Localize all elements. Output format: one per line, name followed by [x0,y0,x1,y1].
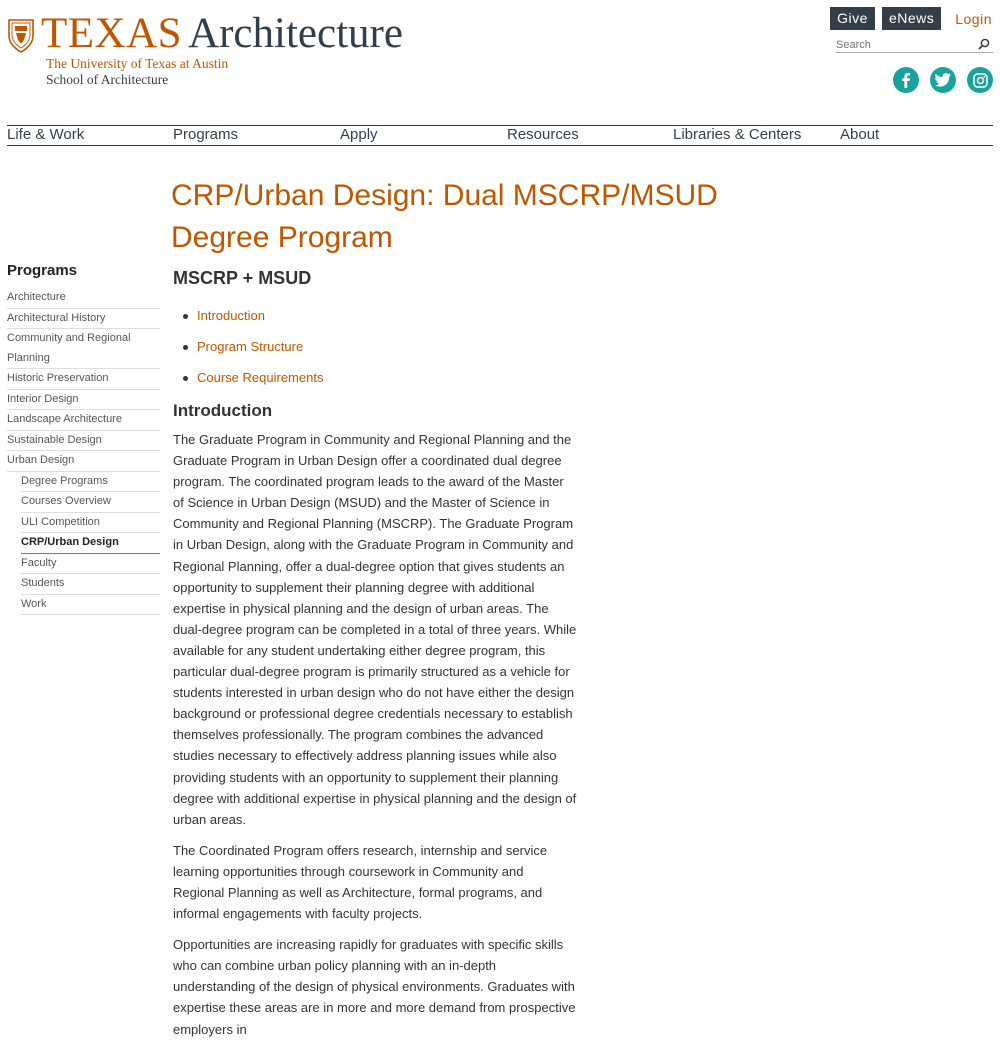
main-nav [7,125,993,146]
sidebar-item-architectural-history[interactable]: Architectural History [7,309,160,330]
nav-resources[interactable]: Resources [507,126,579,143]
toc-program-structure[interactable]: Program Structure [183,338,578,356]
degree-subheading: MSCRP + MSUD [173,268,312,288]
search-input[interactable] [836,39,971,51]
paragraph: The Graduate Program in Community and Regional Planning and the Graduate Program in Urban Design offer a coordinated dual degree program. The coordinated program leads to the award of the Master of Science in Urban Design (MSUD) and the Master of Science in Community and Regional Planning (MSCRP). The Graduate Program in Urban Design, along with the Graduate Program in Community and Regional Planning, offer a dual-degree option that gives students an opportunity to supplement their planning degree with additional expertise in physical planning and the design of urban areas. The dual-degree program can be completed in a total of three years. While available for any student undertaking either degree program, this particular dual-degree program is primarily structured as a vehicle for students interested in urban design who do not have either the design background or professional degree credentials necessary to establish themselves professionally. The program combines the advanced studies necessary to effectively address planning issues while also providing students with an opportunity to supplement their planning degree with additional expertise in physical planning and the design of urban areas. [173,432,577,827]
logo-university: The University of Texas at Austin [46,56,229,71]
twitter-icon[interactable] [930,67,956,93]
logo-texas: TEXAS [41,10,183,57]
sidebar-subitem-crp-urban-design[interactable]: CRP/Urban Design [21,533,160,554]
sidebar-item-interior-design[interactable]: Interior Design [7,390,160,411]
sidebar-item-urban-design[interactable]: Urban Design [7,451,160,472]
sidebar-item-landscape-architecture[interactable]: Landscape Architecture [7,410,160,431]
logo-architecture: Architecture [188,10,403,57]
sidebar-subitem-faculty[interactable]: Faculty [21,554,160,575]
utility-nav [823,7,992,30]
sidebar-item-sustainable-design[interactable]: Sustainable Design [7,431,160,452]
sidebar-subitem-work[interactable]: Work [21,595,160,616]
sidebar-item-architecture[interactable]: Architecture [7,288,160,309]
instagram-icon[interactable] [967,67,993,93]
nav-programs[interactable]: Programs [173,126,239,143]
nav-life-work[interactable]: Life & Work [7,126,85,143]
section-heading-introduction: Introduction [173,401,273,420]
ut-seal-icon [7,18,35,54]
login-link[interactable]: Login [955,10,992,27]
nav-apply[interactable]: Apply [340,126,378,143]
sidebar-item-community-regional-planning[interactable]: Community and Regional Planning [7,329,160,369]
sidebar-heading: Programs [7,262,78,279]
sidebar-subitem-uli-competition[interactable]: ULI Competition [21,513,160,534]
search-icon[interactable] [978,38,990,50]
nav-about[interactable]: About [840,126,880,143]
page-title: CRP/Urban Design: Dual MSCRP/MSUD Degree Program [171,179,718,254]
facebook-icon[interactable] [893,67,919,93]
table-of-contents [183,307,578,387]
paragraph: Opportunities are increasing rapidly for graduates with specific skills who can combine urban policy planning with an in-depth understanding of the design of physical environments. Graduates with expertise these areas are in more and more demand from prospective employers in [173,937,576,1037]
social-links [893,67,993,93]
sidebar-subitem-courses-overview[interactable]: Courses Overview [21,492,160,513]
give-button[interactable]: Give [830,7,875,30]
logo-school: School of Architecture [46,72,169,87]
search-box [836,37,993,53]
sidebar-subitem-students[interactable]: Students [21,574,160,595]
enews-button[interactable]: eNews [882,7,941,30]
site-logo[interactable] [7,10,403,88]
toc-course-requirements[interactable]: Course Requirements [183,369,578,387]
main-content [173,265,578,1040]
sidebar-item-historic-preservation[interactable]: Historic Preservation [7,369,160,390]
sidebar-nav [7,262,160,615]
nav-libraries-centers[interactable]: Libraries & Centers [673,126,802,143]
paragraph: The Coordinated Program offers research, internship and service learning opportunities through coursework in Community and Regional Planning as well as Architecture, formal programs, and informal engagements with faculty projects. [173,842,548,922]
toc-introduction[interactable]: Introduction [183,307,578,325]
sidebar-subitem-degree-programs[interactable]: Degree Programs [21,472,160,493]
